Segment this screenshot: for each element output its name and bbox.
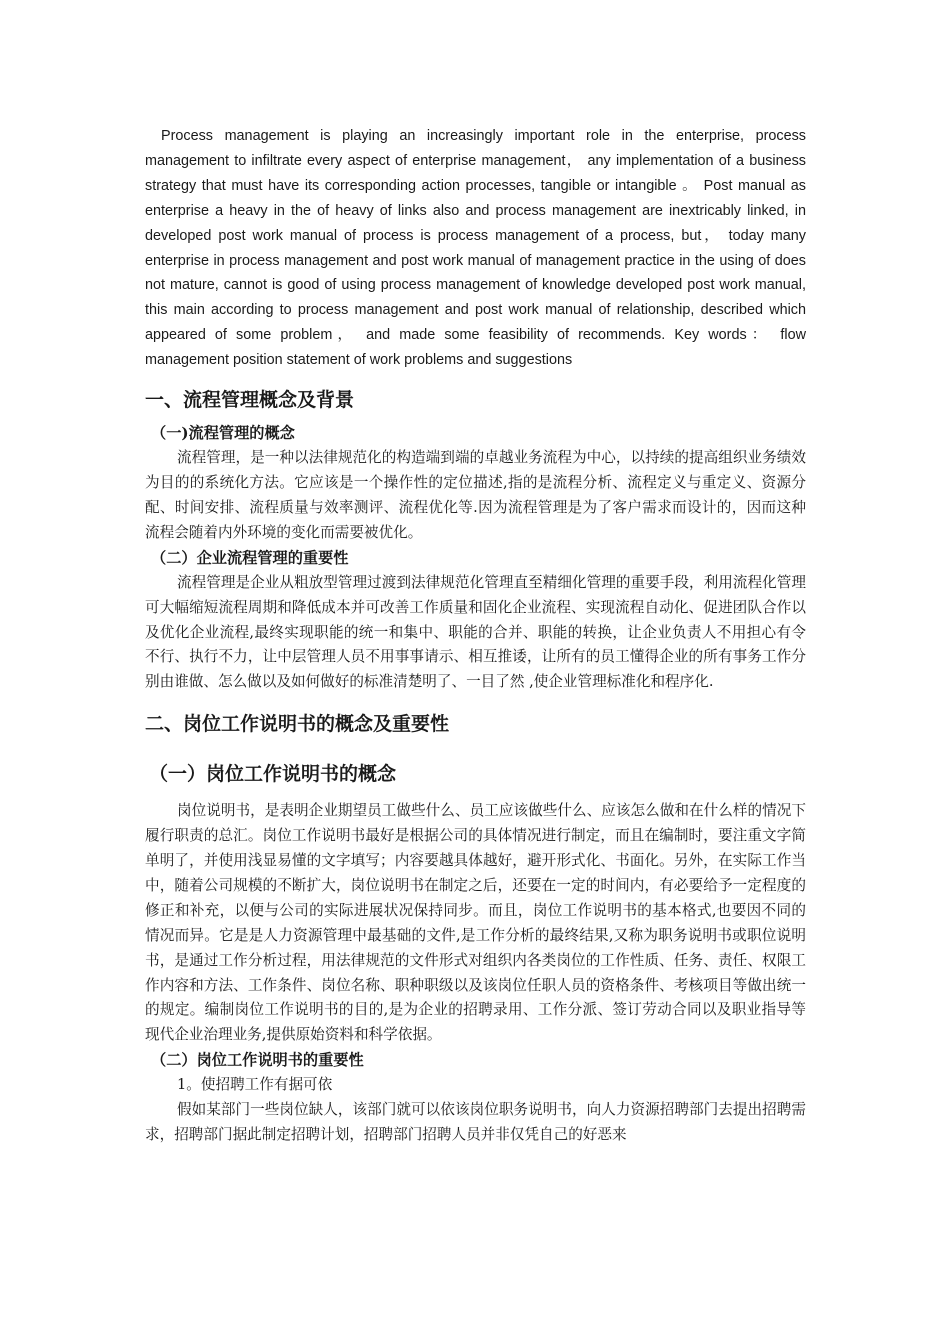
section-2-heading: 二、岗位工作说明书的概念及重要性	[145, 713, 450, 736]
section-1-2-heading: （二）企业流程管理的重要性	[151, 548, 349, 567]
section-2-2-paragraph: 假如某部门一些岗位缺人，该部门就可以依该岗位职务说明书，向人力资源招聘部门去提出招聘需求，招聘部门据此制定招聘计划，招聘部门招聘人员并非仅凭自己的好恶来	[145, 1101, 806, 1144]
section-2	[145, 711, 806, 1148]
section-1-2-paragraph: 流程管理是企业从粗放型管理过渡到法律规范化管理直至精细化管理的重要手段，利用流程化管理可大幅缩短流程周期和降低成本并可改善工作质量和固化企业流程、实现流程自动化、促进团队合作以及优化企业流程,最终实现职能的统一和集中、职能的合并、职能的转换，让企业负责人不用担心有令不行、执行不力，让中层管理人员不用事事请示、相互推诿，让所有的员工懂得企业的所有事务工作分别由谁做、怎么做以及如何做好的标准清楚明了、一目了然 ,使企业管理标准化和程序化.	[145, 573, 806, 691]
section-2-1-paragraph: 岗位说明书，是表明企业期望员工做些什么、员工应该做些什么、应该怎么做和在什么样的情况下履行职责的总汇。岗位工作说明书最好是根据公司的具体情况进行制定，而且在编制时，要注重文字简单明了，并使用浅显易懂的文字填写；内容要越具体越好，避开形式化、书面化。另外，在实际工作当中，随着公司规模的不断扩大，岗位说明书在制定之后，还要在一定的时间内，有必要给予一定程度的修正和补充，以便与公司的实际进展状况保持同步。而且，岗位工作说明书的基本格式,也要因不同的情况而异。它是是人力资源管理中最基础的文件,是工作分析的最终结果,又称为职务说明书或职位说明书，是通过工作分析过程，用法律规范的文件形式对组织内各类岗位的工作性质、任务、责任、权限工作内容和方法、工作条件、岗位名称、职种职级以及该岗位任职人员的资格条件、考核项目等做出统一的规定。编制岗位工作说明书的目的,是为企业的招聘录用、工作分派、签订劳动合同以及职业指导等现代企业治理业务,提供原始资料和科学依据。	[145, 802, 806, 1044]
section-2-1-heading: （一）岗位工作说明书的概念	[149, 763, 397, 786]
section-1-heading: 一、流程管理概念及背景	[145, 389, 355, 412]
document-page	[145, 124, 806, 1148]
section-1-1-paragraph: 流程管理，是一种以法律规范化的构造端到端的卓越业务流程为中心，以持续的提高组织业务绩效为目的的系统化方法。它应该是一个操作性的定位描述,指的是流程分析、流程定义与重定义、资源分配、时间安排、流程质量与效率测评、流程优化等.因为流程管理是为了客户需求而设计的，因而这种流程会随着内外环境的变化而需要被优化。	[145, 449, 806, 541]
section-1-1-heading: （一)流程管理的概念	[151, 424, 295, 443]
section-2-2-heading: （二）岗位工作说明书的重要性	[151, 1051, 364, 1070]
section-2-2-item-1: 1。使招聘工作有据可依	[177, 1076, 333, 1094]
abstract-paragraph: Process management is playing an increasingly important role in the enterprise, process management to infiltrate every aspect of enterprise management， any implementation of a business strategy that must have its corresponding action processes, tangible or intangible 。 Post manual as enterprise a heavy in the of heavy of links also and process management are inextricably linked, in developed post work manual of process is process management of a process, but， today many enterprise in process management and post work manual of management practice in the using of does not mature, cannot is good of using process management of knowledge developed post work manual, this main according to process management and post work manual of relationship, described which appeared of some problem， and made some feasibility of recommends. Key words： flow management position statement of work problems and suggestions	[145, 128, 806, 369]
section-1	[145, 387, 806, 695]
